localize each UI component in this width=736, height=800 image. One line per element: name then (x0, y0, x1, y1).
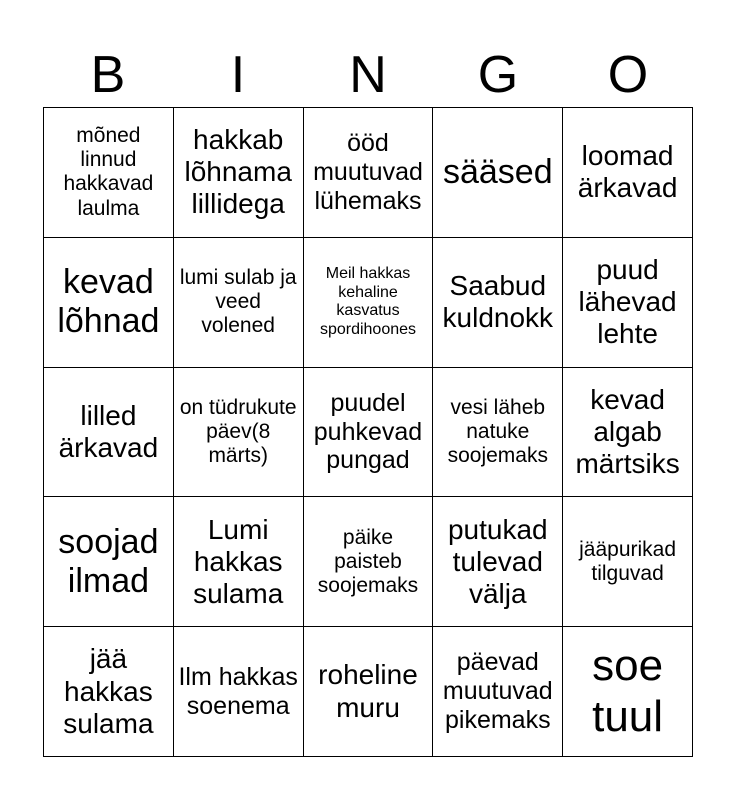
bingo-cell: puudel puhkevad pungad (304, 368, 434, 498)
bingo-header (43, 46, 693, 104)
header-letter-g: G (477, 46, 519, 104)
bingo-cell: putukad tulevad välja (433, 497, 563, 627)
bingo-cell: jääpurikad tilguvad (563, 497, 693, 627)
bingo-cell: Meil hakkas kehaline kasvatus spordihoones (304, 238, 434, 368)
bingo-cell: kevad lõhnad (44, 238, 174, 368)
bingo-cell: sääsed (433, 108, 563, 238)
bingo-cell: roheline muru (304, 627, 434, 757)
bingo-cell: Lumi hakkas sulama (174, 497, 304, 627)
bingo-cell: soe tuul (563, 627, 693, 757)
header-letter-n: N (349, 46, 387, 104)
bingo-cell: ööd muutuvad lühemaks (304, 108, 434, 238)
bingo-cell: puud lähevad lehte (563, 238, 693, 368)
bingo-cell: loomad ärkavad (563, 108, 693, 238)
bingo-cell: jää hakkas sulama (44, 627, 174, 757)
bingo-grid (43, 107, 693, 757)
bingo-cell: lumi sulab ja veed volened (174, 238, 304, 368)
bingo-cell: Ilm hakkas soenema (174, 627, 304, 757)
bingo-cell: päike paisteb soojemaks (304, 497, 434, 627)
bingo-cell: on tüdrukute päev(8 märts) (174, 368, 304, 498)
bingo-cell: vesi läheb natuke soojemaks (433, 368, 563, 498)
bingo-cell: Saabud kuldnokk (433, 238, 563, 368)
bingo-cell: soojad ilmad (44, 497, 174, 627)
bingo-cell: päevad muutuvad pikemaks (433, 627, 563, 757)
bingo-cell: mõned linnud hakkavad laulma (44, 108, 174, 238)
header-letter-i: I (230, 46, 246, 104)
header-letter-b: B (90, 46, 126, 104)
bingo-cell: hakkab lõhnama lillidega (174, 108, 304, 238)
header-letter-o: O (607, 46, 649, 104)
bingo-cell: lilled ärkavad (44, 368, 174, 498)
bingo-cell: kevad algab märtsiks (563, 368, 693, 498)
